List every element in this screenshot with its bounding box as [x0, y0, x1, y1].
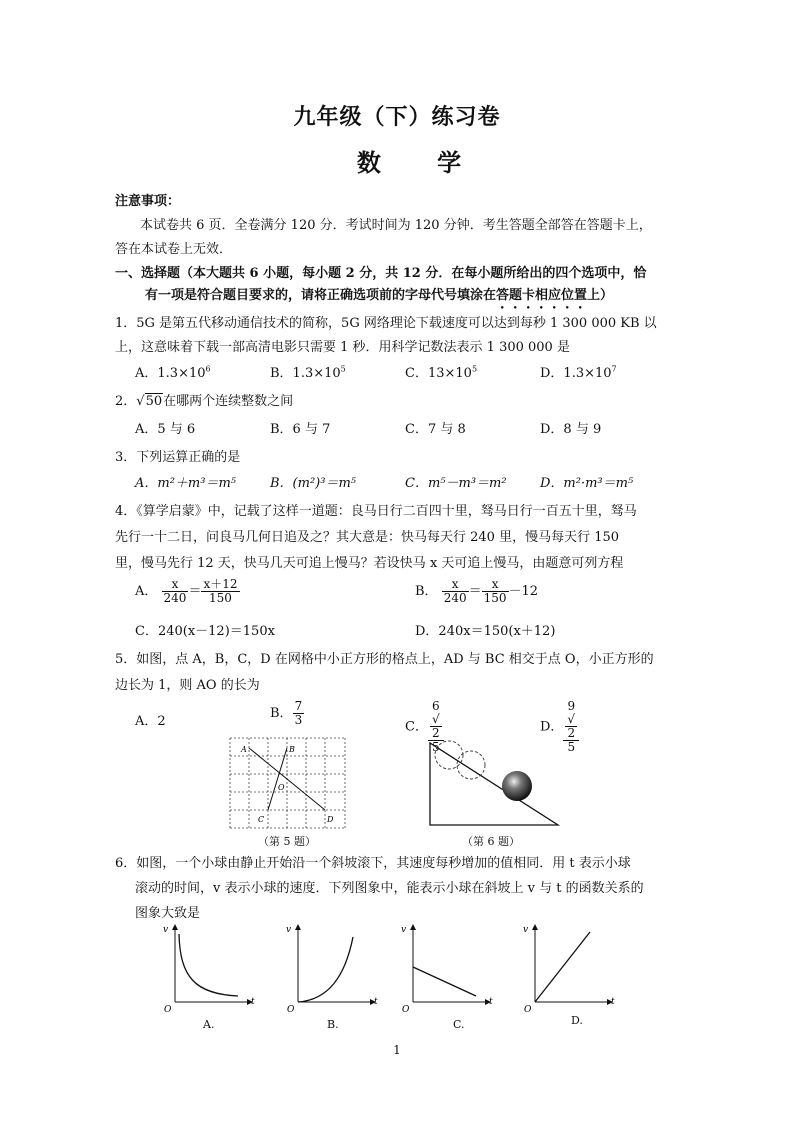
q6-option-b: B. [327, 1018, 339, 1031]
section-heading-line-2 [145, 284, 613, 312]
q6-graph-a [160, 922, 255, 1014]
q5-grid-figure [230, 738, 346, 830]
q1-option-a [135, 362, 211, 381]
q2-option-a: A．5 与 6 [135, 422, 196, 437]
q5-figure-caption: （第 5 题） [258, 835, 316, 848]
q4-b-label: B． [415, 584, 438, 599]
q6-option-c: C. [453, 1018, 465, 1031]
q4-a-eq: ＝ [188, 584, 202, 599]
axis-v-label: v [401, 925, 407, 935]
point-a-label: A [241, 745, 247, 754]
q4-line-1: 4．《算学启蒙》中，记载了这样一道题：良马日行二百四十里，驽马日行一百五十里，驽马 [115, 504, 637, 519]
q6-graph-c [398, 922, 493, 1014]
q4-line-3: 里，慢马先行 12 天，快马几天可追上慢马？若设快马 x 天可追上慢马，由题意可列方程 [115, 556, 624, 571]
notice-label: 注意事项： [115, 194, 181, 209]
q3-option-d: D．m²·m³＝m⁵ [540, 476, 634, 491]
q5-option-b [270, 700, 304, 727]
q5-c-label: C． [405, 719, 428, 735]
q6-option-a: A. [203, 1018, 215, 1031]
q2-option-c: C．7 与 8 [405, 422, 466, 437]
q1-option-c [405, 362, 477, 381]
q3-option-a: A．m²＋m³＝m⁵ [135, 476, 237, 491]
arrow-up-icon [172, 924, 178, 930]
q2-option-b: B．6 与 7 [270, 422, 331, 437]
point-d-label: D [327, 815, 334, 824]
section-heading-line-1: 一、选择题（本大题共 6 小题，每小题 2 分，共 12 分．在每小题所给出的四个选项中，恰 [115, 266, 647, 281]
q4-option-a [135, 578, 240, 605]
q1-d-exp: 7 [611, 364, 617, 374]
frac-den: 150 [483, 591, 507, 605]
q4-b-tail: －12 [508, 584, 539, 599]
q1-a-text: A．1.3×10 [135, 366, 206, 381]
ball-icon [502, 771, 532, 801]
q3-option-b: B．(m²)³＝m⁵ [270, 476, 356, 491]
q1-b-text: B．1.3×10 [270, 366, 341, 381]
slope-triangle [430, 740, 558, 825]
frac-num: 7 [294, 699, 303, 713]
axis-t-label: t [611, 997, 615, 1007]
frac-num: 6 √ 2 [428, 700, 444, 741]
frac-num: x [482, 578, 509, 592]
axis-t-label: t [374, 997, 378, 1007]
q4-b-frac-1 [442, 578, 469, 605]
q1-line-2: 上，这意味着下载一部高清电影只需要 1 秒．用科学记数法表示 1 300 000 是 [115, 340, 570, 355]
q5-b-label: B． [270, 706, 293, 721]
frac-den: 3 [294, 713, 303, 727]
subject-title: 数 学 [356, 148, 486, 177]
origin-label: O [402, 1005, 410, 1015]
q6-line-1: 6．如图，一个小球由静止开始沿一个斜坡滚下，其速度每秒增加的值相同．用 t 表示小球 [115, 856, 631, 871]
q2-number: 2． [115, 394, 137, 409]
q6-line-2: 滚动的时间，v 表示小球的速度．下列图象中，能表示小球在斜坡上 v 与 t 的函数关系的 [135, 881, 644, 896]
coef: 9 [567, 699, 576, 713]
q1-option-d [540, 362, 617, 381]
q4-option-d: D．240x＝150(x＋12) [415, 624, 556, 639]
axis-t-label: t [251, 997, 255, 1007]
point-o-label: O [278, 783, 285, 792]
q6-line-3: 图象大致是 [135, 906, 201, 921]
sqrt-icon: √ [136, 394, 145, 409]
q1-c-exp: 5 [471, 364, 478, 374]
frac-den: 5 [431, 740, 440, 754]
q5-line-1: 5．如图，点 A，B，C，D 在网格中小正方形的格点上，AD 与 BC 相交于点 O，小正方形的 [115, 652, 654, 667]
q4-a-frac-1 [162, 578, 189, 605]
arrow-up-icon [532, 924, 538, 930]
q3-stem: 3．下列运算正确的是 [115, 450, 241, 465]
segment-bc [268, 748, 287, 810]
section-heading-emphasis: 答题卡相应位置 [496, 288, 588, 303]
q4-option-c: C．240(x－12)＝150x [135, 624, 275, 639]
frac-den: 5 [567, 740, 576, 754]
q5-d-frac [563, 700, 579, 754]
q4-option-b [415, 578, 538, 605]
notice-line-2: 答在本试卷上无效． [115, 242, 233, 257]
frac-num: x [442, 578, 469, 592]
q1-a-exp: 6 [205, 364, 211, 374]
radicand: 2 [431, 726, 440, 740]
q4-a-label: A． [135, 584, 158, 599]
q5-d-label: D． [540, 719, 564, 735]
section-heading-text: 有一项是符合题目要求的，请将正确选项前的字母代号填涂在 [145, 288, 497, 303]
page-number: 1 [393, 1043, 401, 1057]
arrow-up-icon [295, 924, 301, 930]
q2-option-d: D．8 与 9 [540, 422, 602, 437]
axis-v-label: v [523, 925, 529, 935]
curve-decreasing [179, 934, 238, 996]
frac-den: 240 [443, 591, 467, 605]
point-b-label: B [289, 745, 295, 754]
coef: 6 [431, 699, 440, 713]
frac-den: 240 [163, 591, 187, 605]
origin-label: O [287, 1005, 295, 1015]
q6-graph-d [520, 922, 615, 1014]
q4-b-eq: ＝ [468, 584, 482, 599]
q5-b-frac [293, 700, 305, 727]
q1-line-1: 1．5G 是第五代移动通信技术的简称，5G 网络理论下载速度可以达到每秒 1 300 000 KB 以 [115, 316, 657, 331]
q4-b-frac-2 [482, 578, 509, 605]
q5-option-a: A．2 [135, 714, 166, 729]
line-decreasing [413, 967, 476, 996]
line-increasing [535, 932, 590, 1002]
q1-option-b [270, 362, 346, 381]
frac-num: x [162, 578, 189, 592]
segment-ad [249, 748, 325, 810]
origin-label: O [524, 1005, 532, 1015]
q6-slope-figure [425, 735, 565, 830]
q6-option-d: D. [571, 1014, 583, 1027]
curve-increasing [298, 937, 353, 1002]
notice-line-1: 本试卷共 6 页．全卷满分 120 分．考试时间为 120 分钟．考生答题全部答在答题卡上， [140, 218, 652, 233]
q6-figure-caption: （第 6 题） [462, 835, 520, 848]
q4-line-2: 先行一十二日，问良马几何日追及之？其大意是：快马每天行 240 里，慢马每天行 150 [115, 530, 620, 545]
q2-radicand: 50 [145, 394, 163, 409]
origin-label: O [164, 1005, 172, 1015]
radicand: 2 [567, 726, 576, 740]
ball-dashed-2 [457, 751, 485, 779]
frac-num: 9 √ 2 [563, 700, 579, 741]
axis-v-label: v [163, 925, 169, 935]
page-title: 九年级（下）练习卷 [293, 104, 501, 130]
q5-line-2: 边长为 1，则 AO 的长为 [115, 678, 260, 693]
q1-d-text: D．1.3×10 [540, 366, 612, 381]
q2-stem-text: 在哪两个连续整数之间 [163, 394, 294, 409]
arrow-up-icon [410, 924, 416, 930]
q3-option-c: C．m⁵－m³＝m² [405, 476, 507, 491]
section-heading-end: 上） [587, 288, 614, 303]
axis-v-label: v [286, 925, 292, 935]
frac-den: 150 [209, 591, 232, 605]
q4-a-frac-2 [201, 578, 239, 605]
point-c-label: C [258, 815, 265, 824]
q2-stem [115, 390, 293, 409]
axis-t-label: t [489, 997, 493, 1007]
q6-graph-b [283, 922, 378, 1014]
q1-c-text: C．13×10 [405, 366, 472, 381]
frac-num: x＋12 [203, 577, 238, 591]
q1-b-exp: 5 [340, 364, 346, 374]
